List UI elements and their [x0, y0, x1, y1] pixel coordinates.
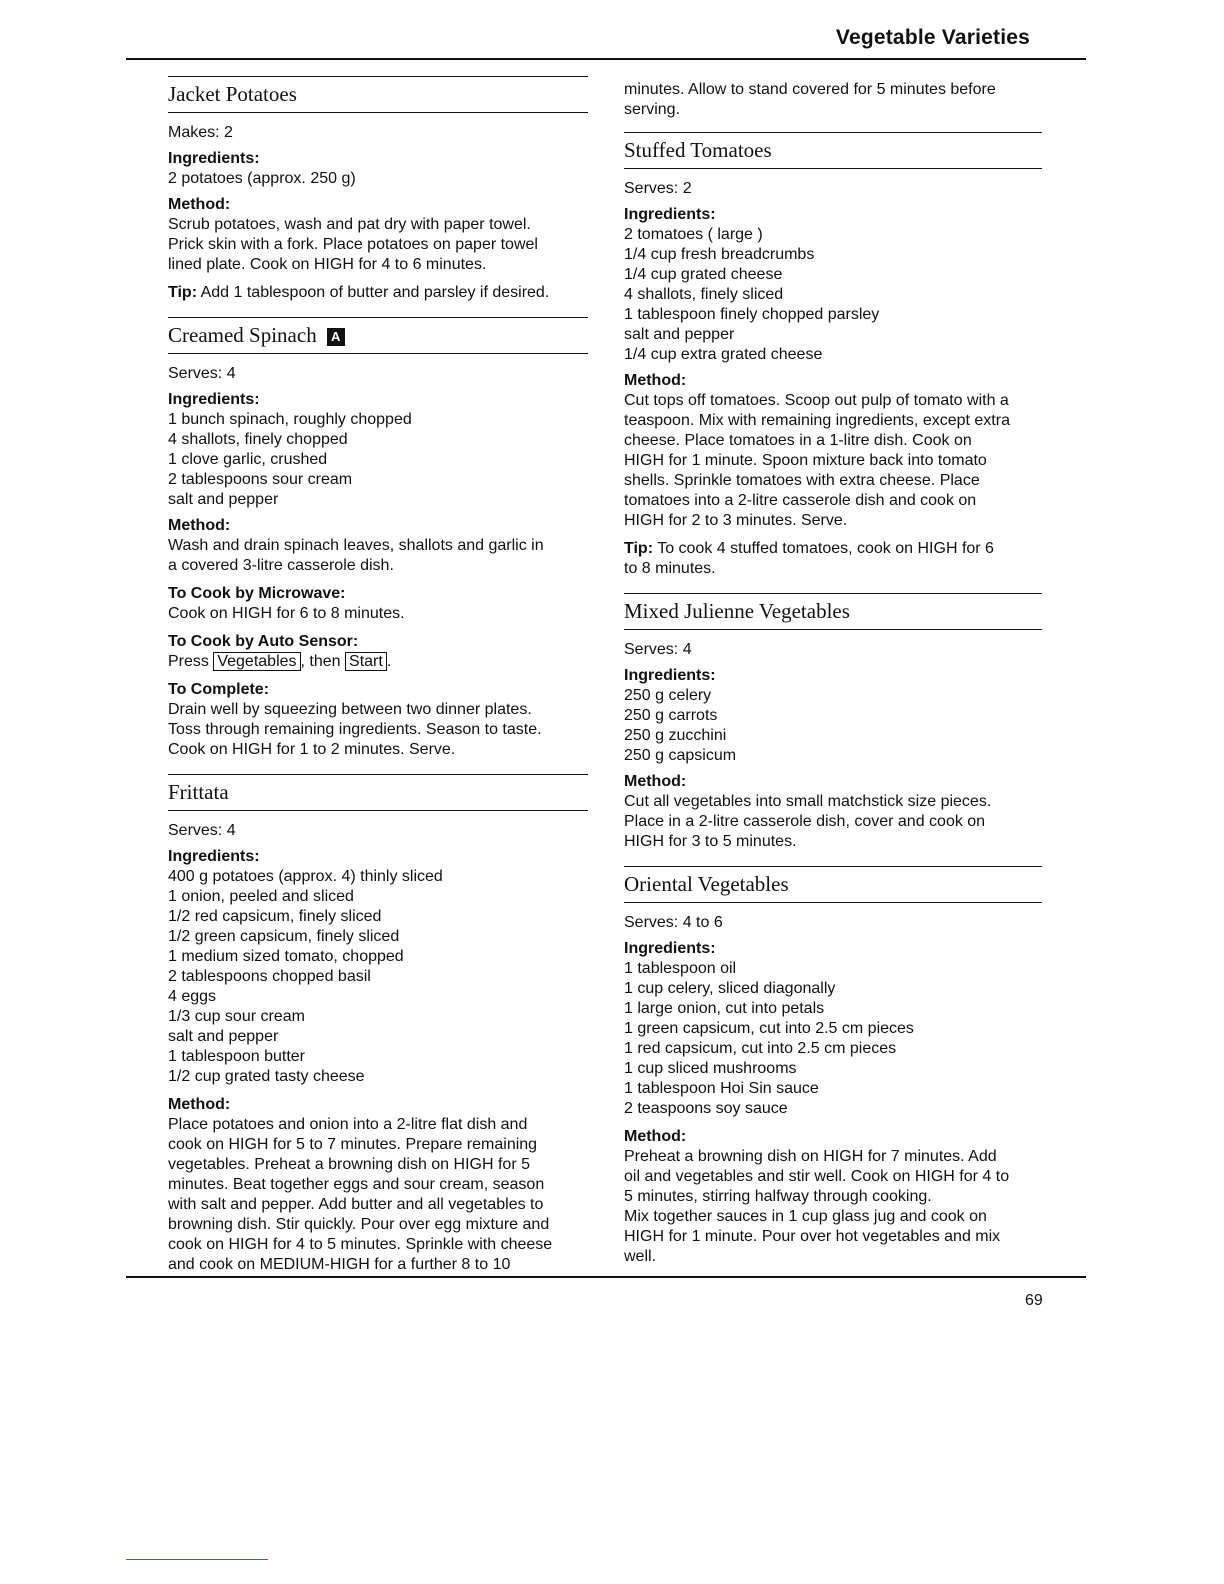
ingredients-label: Ingredients:	[624, 667, 716, 684]
ingredient-line: 1/4 cup grated cheese	[624, 266, 783, 283]
method-line: vegetables. Preheat a browning dish on HIGH for 5	[168, 1156, 530, 1173]
method-line: cheese. Place tomatoes in a 1-litre dish. Cook on	[624, 432, 972, 449]
period-text: .	[386, 653, 392, 670]
ingredients-label: Ingredients:	[168, 391, 260, 408]
complete-line: Toss through remaining ingredients. Season to taste.	[168, 721, 542, 738]
method-line: tomatoes into a 2-litre casserole dish and cook on	[624, 492, 977, 509]
ingredient-line: 1/3 cup sour cream	[168, 1008, 305, 1025]
microwave-text: Cook on HIGH for 6 to 8 minutes.	[168, 605, 405, 622]
recipe-title: Jacket Potatoes	[168, 76, 588, 113]
method-label: Method:	[168, 1096, 231, 1113]
ingredient-line: 1/2 green capsicum, finely sliced	[168, 928, 400, 945]
tip-label: Tip:	[624, 540, 654, 557]
method-line: Cut all vegetables into small matchstick size pieces.	[624, 793, 992, 810]
ingredient-line: salt and pepper	[624, 326, 735, 343]
method-line: teaspoon. Mix with remaining ingredients, except extra	[624, 412, 1010, 429]
complete-line: Cook on HIGH for 1 to 2 minutes. Serve.	[168, 741, 456, 758]
ingredient-line: 1 tablespoon Hoi Sin sauce	[624, 1080, 819, 1097]
method-line: HIGH for 1 minute. Spoon mixture back into tomato	[624, 452, 987, 469]
ingredient-line: 400 g potatoes (approx. 4) thinly sliced	[168, 868, 443, 885]
section-title: Vegetable Varieties	[835, 26, 1030, 49]
then-text: , then	[300, 653, 346, 670]
method-line: shells. Sprinkle tomatoes with extra cheese. Place	[624, 472, 980, 489]
tip-body: To cook 4 stuffed tomatoes, cook on HIGH for 6	[653, 540, 994, 557]
method-line: Scrub potatoes, wash and pat dry with paper towel.	[168, 216, 531, 233]
continued-line: serving.	[624, 101, 681, 118]
serves-text: Serves: 2	[624, 180, 692, 197]
method-line: cook on HIGH for 5 to 7 minutes. Prepare remaining	[168, 1136, 538, 1153]
press-text: Press	[168, 653, 214, 670]
serves-text: Serves: 4	[168, 365, 236, 382]
method-line: well.	[624, 1248, 657, 1265]
method-line: Prick skin with a fork. Place potatoes on paper towel	[168, 236, 538, 253]
recipe-jacket-potatoes	[168, 76, 588, 303]
page-number: 69	[1025, 1292, 1043, 1309]
recipe-oriental-vegetables	[624, 866, 1042, 1267]
method-line: Cut tops off tomatoes. Scoop out pulp of tomato with a	[624, 392, 1009, 409]
ingredient-line: salt and pepper	[168, 1028, 279, 1045]
ingredient-line: 1 tablespoon finely chopped parsley	[624, 306, 880, 323]
tip-text-continued: to 8 minutes.	[624, 560, 716, 577]
ingredient-line: 1 red capsicum, cut into 2.5 cm pieces	[624, 1040, 897, 1057]
footer-rule	[126, 1276, 1086, 1278]
ingredient-line: 2 tablespoons chopped basil	[168, 968, 371, 985]
start-key: Start	[345, 652, 387, 671]
method-line: oil and vegetables and stir well. Cook on HIGH for 4 to	[624, 1168, 1010, 1185]
ingredient-line: 1 green capsicum, cut into 2.5 cm pieces	[624, 1020, 914, 1037]
recipe-frittata	[168, 774, 588, 1275]
ingredient-line: 1/4 cup fresh breadcrumbs	[624, 246, 815, 263]
ingredient-line: 250 g celery	[624, 687, 712, 704]
ingredient-line: 1/2 cup grated tasty cheese	[168, 1068, 365, 1085]
vegetables-key: Vegetables	[213, 652, 300, 671]
microwave-label: To Cook by Microwave:	[168, 585, 346, 602]
ingredient-line: salt and pepper	[168, 491, 279, 508]
method-label: Method:	[168, 517, 231, 534]
method-label: Method:	[168, 196, 231, 213]
method-line: minutes. Beat together eggs and sour cream, season	[168, 1176, 545, 1193]
auto-sensor-instruction	[168, 652, 588, 672]
ingredient-line: 1 cup sliced mushrooms	[624, 1060, 797, 1077]
auto-sensor-badge: A	[327, 328, 345, 346]
complete-label: To Complete:	[168, 681, 270, 698]
recipe-title: Mixed Julienne Vegetables	[624, 593, 1042, 630]
method-line: HIGH for 2 to 3 minutes. Serve.	[624, 512, 848, 529]
method-line: HIGH for 3 to 5 minutes.	[624, 833, 797, 850]
ingredient-line: 1 medium sized tomato, chopped	[168, 948, 404, 965]
tip-text	[624, 539, 1042, 559]
ingredient-line: 1 bunch spinach, roughly chopped	[168, 411, 412, 428]
ingredient-line: 250 g carrots	[624, 707, 718, 724]
recipe-mixed-julienne-vegetables	[624, 593, 1042, 852]
method-line: cook on HIGH for 4 to 5 minutes. Sprinkle with cheese	[168, 1236, 553, 1253]
method-line: 5 minutes, stirring halfway through cooking.	[624, 1188, 932, 1205]
ingredient-line: 4 eggs	[168, 988, 217, 1005]
method-line: and cook on MEDIUM-HIGH for a further 8 to 10	[168, 1256, 511, 1273]
continued-line: minutes. Allow to stand covered for 5 minutes before	[624, 81, 996, 98]
tip-label: Tip:	[168, 284, 198, 301]
left-column	[168, 76, 588, 1275]
complete-line: Drain well by squeezing between two dinner plates.	[168, 701, 532, 718]
serves-text: Serves: 4 to 6	[624, 914, 723, 931]
ingredient-line: 2 tablespoons sour cream	[168, 471, 353, 488]
auto-sensor-label: To Cook by Auto Sensor:	[168, 633, 359, 650]
ingredient-line: 2 tomatoes ( large )	[624, 226, 763, 243]
footer-underline	[126, 1559, 268, 1560]
tip-body: Add 1 tablespoon of butter and parsley if desired.	[197, 284, 550, 301]
method-line: Place potatoes and onion into a 2-litre flat dish and	[168, 1116, 528, 1133]
right-column	[624, 80, 1042, 1267]
method-label: Method:	[624, 1128, 687, 1145]
method-line: Preheat a browning dish on HIGH for 7 minutes. Add	[624, 1148, 997, 1165]
method-line: Mix together sauces in 1 cup glass jug and cook on	[624, 1208, 987, 1225]
ingredient-line: 1 tablespoon oil	[624, 960, 737, 977]
method-line: lined plate. Cook on HIGH for 4 to 6 minutes.	[168, 256, 487, 273]
ingredient-line: 1 cup celery, sliced diagonally	[624, 980, 836, 997]
yield-text: Makes: 2	[168, 124, 233, 141]
ingredient-line: 4 shallots, finely sliced	[624, 286, 784, 303]
recipe-title: Frittata	[168, 774, 588, 811]
ingredient-line: 1/2 red capsicum, finely sliced	[168, 908, 382, 925]
ingredient-line: 4 shallots, finely chopped	[168, 431, 348, 448]
serves-text: Serves: 4	[168, 822, 236, 839]
ingredients-label: Ingredients:	[624, 940, 716, 957]
ingredient-line: 250 g capsicum	[624, 747, 737, 764]
ingredient-line: 1 large onion, cut into petals	[624, 1000, 825, 1017]
header-rule	[126, 58, 1086, 60]
recipe-title: Stuffed Tomatoes	[624, 132, 1042, 169]
ingredient-line: 1 tablespoon butter	[168, 1048, 305, 1065]
ingredient-line: 250 g zucchini	[624, 727, 727, 744]
recipe-title: Oriental Vegetables	[624, 866, 1042, 903]
ingredients-label: Ingredients:	[624, 206, 716, 223]
method-line: browning dish. Stir quickly. Pour over egg mixture and	[168, 1216, 550, 1233]
serves-text: Serves: 4	[624, 641, 692, 658]
method-line: with salt and pepper. Add butter and all vegetables to	[168, 1196, 544, 1213]
recipe-stuffed-tomatoes	[624, 132, 1042, 579]
ingredient-line: 1 onion, peeled and sliced	[168, 888, 354, 905]
ingredient-line: 1/4 cup extra grated cheese	[624, 346, 823, 363]
tip-text	[168, 283, 588, 303]
ingredients-label: Ingredients:	[168, 150, 260, 167]
ingredient-line: 2 potatoes (approx. 250 g)	[168, 170, 356, 187]
method-line: Wash and drain spinach leaves, shallots and garlic in	[168, 537, 544, 554]
ingredient-line: 1 clove garlic, crushed	[168, 451, 328, 468]
recipe-title: Creamed Spinach	[168, 323, 317, 347]
ingredients-label: Ingredients:	[168, 848, 260, 865]
method-label: Method:	[624, 773, 687, 790]
recipe-title-row	[168, 317, 588, 354]
method-line: HIGH for 1 minute. Pour over hot vegetables and mix	[624, 1228, 1001, 1245]
recipe-creamed-spinach	[168, 317, 588, 760]
method-line: Place in a 2-litre casserole dish, cover and cook on	[624, 813, 986, 830]
method-line: a covered 3-litre casserole dish.	[168, 557, 394, 574]
ingredient-line: 2 teaspoons soy sauce	[624, 1100, 788, 1117]
method-label: Method:	[624, 372, 687, 389]
